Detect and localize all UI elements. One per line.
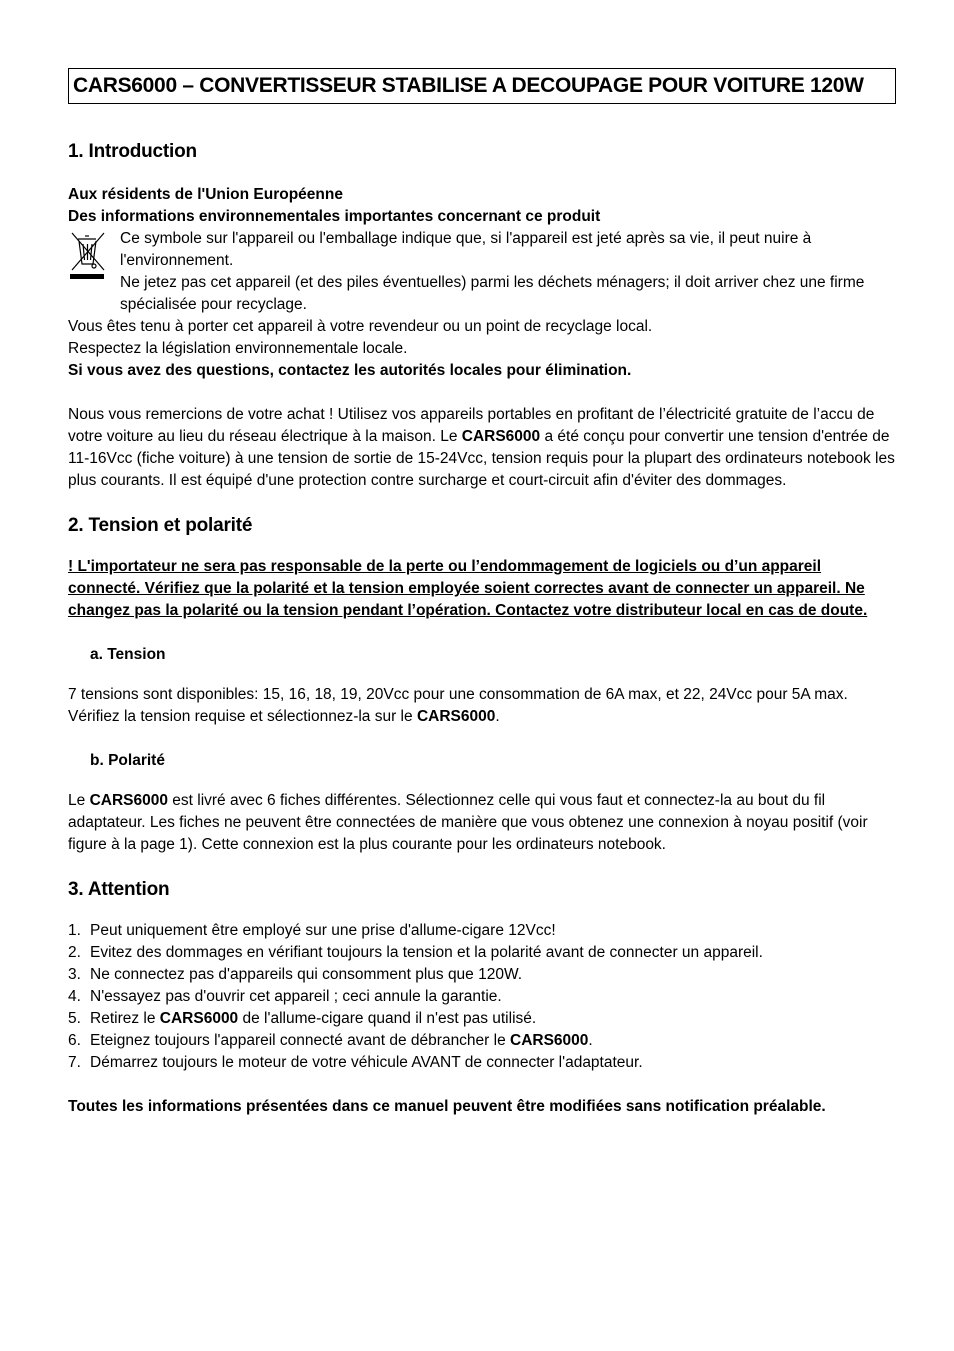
list-text: Evitez des dommages en vérifiant toujours la tension et la polarité avant de connecter un appareil. (90, 944, 763, 961)
subheading-tension: a. Tension (90, 646, 166, 663)
list-number: 3. (68, 966, 81, 983)
list-text: Retirez le (90, 1010, 160, 1027)
environment-notice (68, 184, 896, 382)
polarite-text-start: Le (68, 792, 90, 809)
tension-paragraph (68, 684, 896, 728)
tension-text-start: 7 tensions sont disponibles: 15, 16, 18, 19, 20Vcc pour une consommation de 6A max, et 22, 24Vcc pour 5A max. Vérifiez la tension requise et sélectionnez-la sur le (68, 686, 848, 725)
model-name: CARS6000 (510, 1032, 589, 1049)
list-item (68, 920, 896, 942)
intro-text-end: a été conçu pour convertir une tension d'entrée de 11-16Vcc (fiche voiture) à une tension de sortie de 15-24Vcc, tension requis pour la plupart des ordinateurs notebook les plus courants. Il est équipé d'une protection contre surcharge et court-circuit afin d'éviter des dommages. (68, 428, 895, 489)
weee-text-2: Ne jetez pas cet appareil (et des piles éventuelles) parmi les déchets ménagers; il doit arriver chez une firme spécialisée pour recyclage. (120, 274, 865, 313)
model-name: CARS6000 (416, 708, 496, 725)
section-heading-tension-polarite: 2. Tension et polarité (68, 515, 253, 536)
subheading-polarite: b. Polarité (90, 752, 165, 769)
list-text: N'essayez pas d'ouvrir cet appareil ; ceci annule la garantie. (90, 988, 502, 1005)
model-name: CARS6000 (461, 428, 541, 445)
list-item (68, 1008, 896, 1030)
section-heading-attention: 3. Attention (68, 879, 170, 900)
list-item (68, 1052, 896, 1074)
intro-paragraph (68, 404, 896, 492)
list-text-end: . (588, 1032, 593, 1049)
eu-heading: Aux résidents de l'Union Européenne (68, 186, 343, 203)
list-number: 1. (68, 922, 81, 939)
weee-contact-note: Si vous avez des questions, contactez les autorités locales pour élimination. (68, 362, 632, 379)
document-page (68, 68, 896, 1118)
list-text: Eteignez toujours l'appareil connecté avant de débrancher le (90, 1032, 511, 1049)
list-item (68, 964, 896, 986)
list-number: 2. (68, 944, 81, 961)
weee-text-4: Respectez la législation environnementale locale. (68, 340, 408, 357)
list-item (68, 986, 896, 1008)
polarite-text-end: est livré avec 6 fiches différentes. Sélectionnez celle qui vous faut et connectez-la au bout du fil adaptateur. Les fiches ne peuvent être connectées de manière que vous obtenez une connexion à noyau positif (voir figure à la page 1). Cette connexion est la plus courante pour les ordinateurs notebook. (68, 792, 868, 853)
list-number: 7. (68, 1054, 81, 1071)
list-number: 5. (68, 1010, 81, 1027)
document-title: CARS6000 – CONVERTISSEUR STABILISE A DECOUPAGE POUR VOITURE 120W (68, 68, 896, 104)
weee-text-3: Vous êtes tenu à porter cet appareil à votre revendeur ou un point de recyclage local. (68, 318, 653, 335)
attention-list (68, 920, 896, 1074)
polarite-paragraph (68, 790, 896, 856)
tension-text-end: . (495, 708, 500, 725)
list-number: 4. (68, 988, 81, 1005)
list-text: Peut uniquement être employé sur une prise d'allume-cigare 12Vcc! (90, 922, 556, 939)
crossed-out-wheelie-bin-icon (68, 230, 108, 280)
env-info-heading: Des informations environnementales importantes concernant ce produit (68, 208, 601, 225)
list-number: 6. (68, 1032, 81, 1049)
weee-block (68, 228, 896, 316)
list-item (68, 1030, 896, 1052)
model-name: CARS6000 (159, 1010, 239, 1027)
disclaimer-footer: Toutes les informations présentées dans ce manuel peuvent être modifiées sans notification préalable. (68, 1098, 826, 1115)
model-name: CARS6000 (89, 792, 168, 809)
weee-text-1: Ce symbole sur l'appareil ou l'emballage indique que, si l'appareil est jeté après sa vie, il peut nuire à l'environnement. (120, 230, 812, 269)
intro-text-start: Nous vous remercions de votre achat ! Utilisez vos appareils portables en profitant de l’électricité gratuite de l’accu de votre voiture au lieu du réseau électrique à la maison. Le (68, 406, 875, 445)
section-heading-introduction: 1. Introduction (68, 141, 197, 162)
list-text-end: de l'allume-cigare quand il n'est pas utilisé. (238, 1010, 537, 1027)
list-text: Ne connectez pas d'appareils qui consomment plus que 120W. (90, 966, 523, 983)
list-item (68, 942, 896, 964)
list-text: Démarrez toujours le moteur de votre véhicule AVANT de connecter l'adaptateur. (90, 1054, 643, 1071)
importer-warning: ! L'importateur ne sera pas responsable de la perte ou l’endommagement de logiciels ou d’un appareil connecté. Vérifiez que la polarité et la tension employée soient correctes avant de connecter un appareil. Ne changez pas la polarité ou la tension pendant l’opération. Contactez votre distributeur local en cas de doute. (68, 558, 868, 619)
